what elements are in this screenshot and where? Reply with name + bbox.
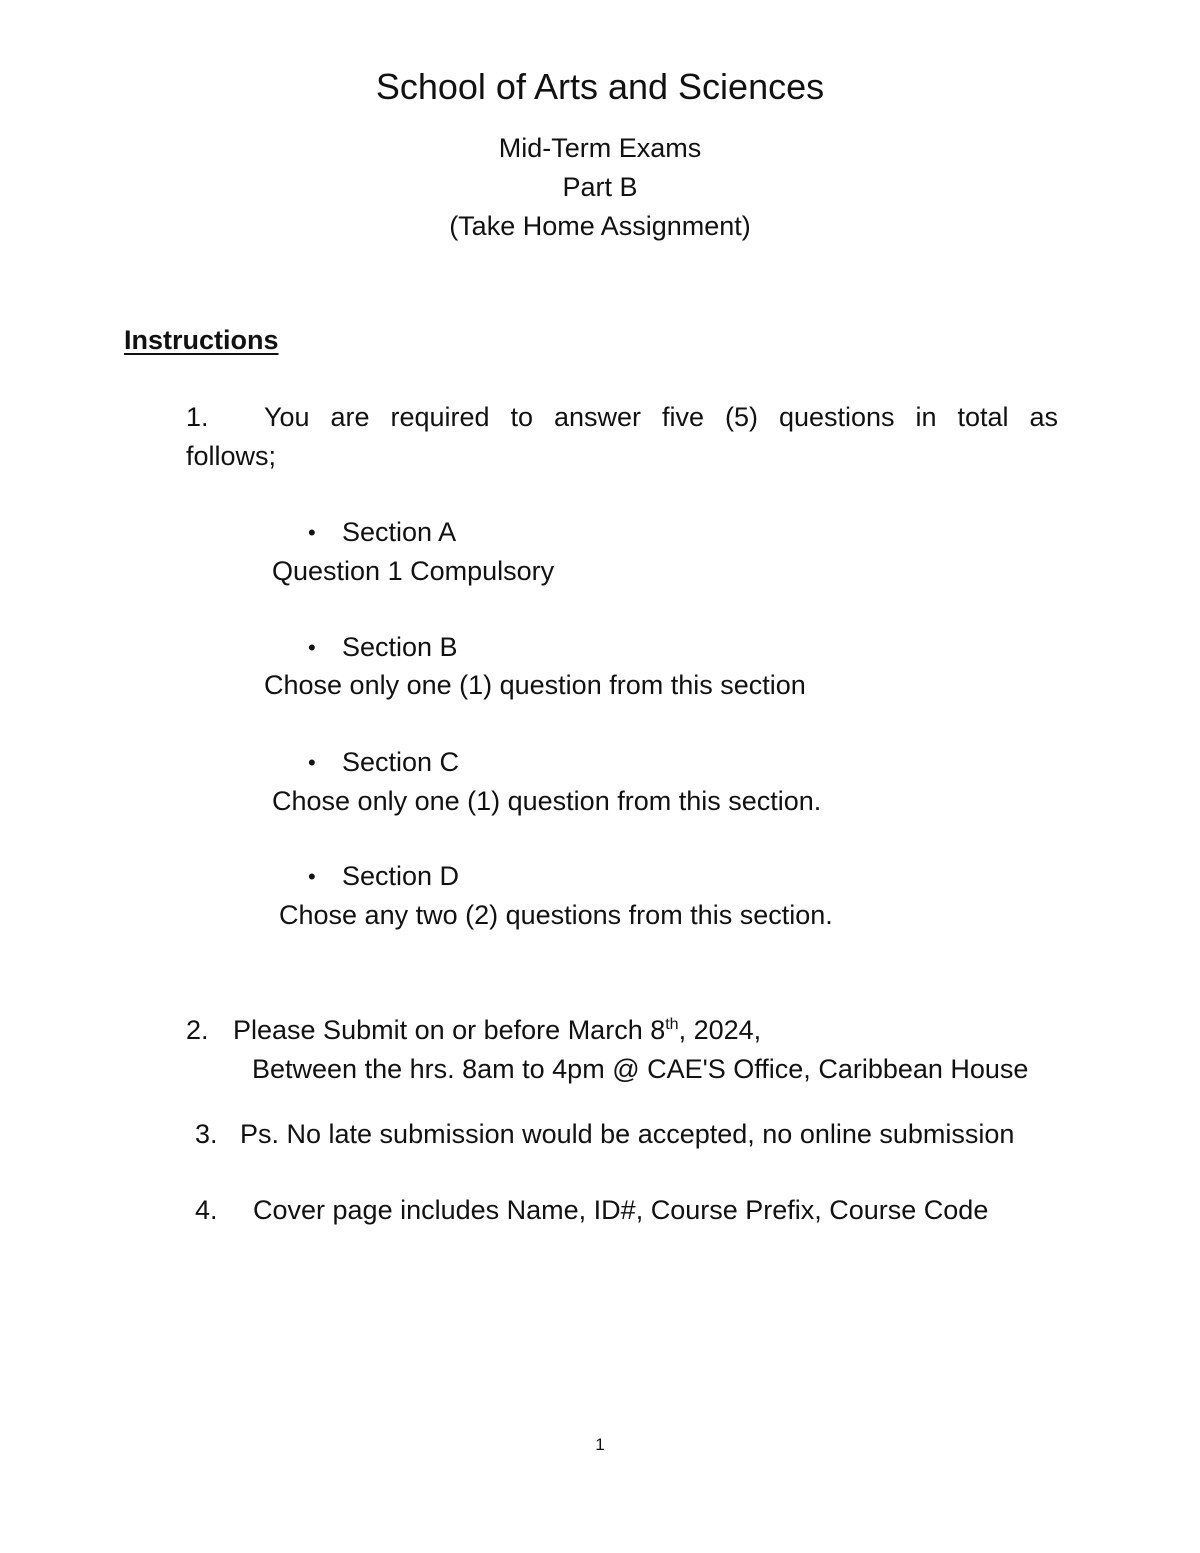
section-d-note: Chose any two (2) questions from this section. <box>279 900 833 930</box>
item-4-number: 4. <box>195 1195 218 1225</box>
bullet-icon: • <box>308 635 316 660</box>
item-1-text-line-1: You are required to answer five (5) questions in total as <box>264 402 1058 432</box>
instructions-heading: Instructions <box>124 325 279 355</box>
page-number: 1 <box>595 1435 605 1454</box>
section-c-note: Chose only one (1) question from this section. <box>272 786 822 816</box>
exam-part: Part B <box>562 172 638 202</box>
item-2-date-prefix: Please Submit on or before March 8 <box>233 1015 666 1045</box>
document-title: School of Arts and Sciences <box>375 66 825 107</box>
section-d-label: Section D <box>342 861 460 891</box>
item-2-number: 2. <box>186 1015 209 1045</box>
bullet-icon: • <box>308 750 316 775</box>
item-2-text-line-2: Between the hrs. 8am to 4pm @ CAE'S Office, Caribbean House <box>252 1054 1029 1084</box>
section-b-note: Chose only one (1) question from this section <box>264 670 806 700</box>
item-2-date-superscript: th <box>665 1016 679 1033</box>
section-c-label: Section C <box>342 747 460 777</box>
section-b-label: Section B <box>342 632 458 662</box>
exam-type: Mid-Term Exams <box>498 133 702 163</box>
section-a-label: Section A <box>342 517 457 547</box>
item-3-text: Ps. No late submission would be accepted, no online submission <box>240 1119 1015 1149</box>
assignment-type: (Take Home Assignment) <box>449 211 751 241</box>
item-1-text-line-2: follows; <box>186 441 277 471</box>
item-4-text: Cover page includes Name, ID#, Course Prefix, Course Code <box>253 1195 989 1225</box>
item-2-text-line-1 <box>233 1015 761 1046</box>
item-1-number: 1. <box>186 402 209 432</box>
item-3-number: 3. <box>195 1119 218 1149</box>
section-a-note: Question 1 Compulsory <box>272 556 555 586</box>
bullet-icon: • <box>308 864 316 889</box>
bullet-icon: • <box>308 520 316 545</box>
item-2-date-suffix: , 2024, <box>678 1015 762 1045</box>
